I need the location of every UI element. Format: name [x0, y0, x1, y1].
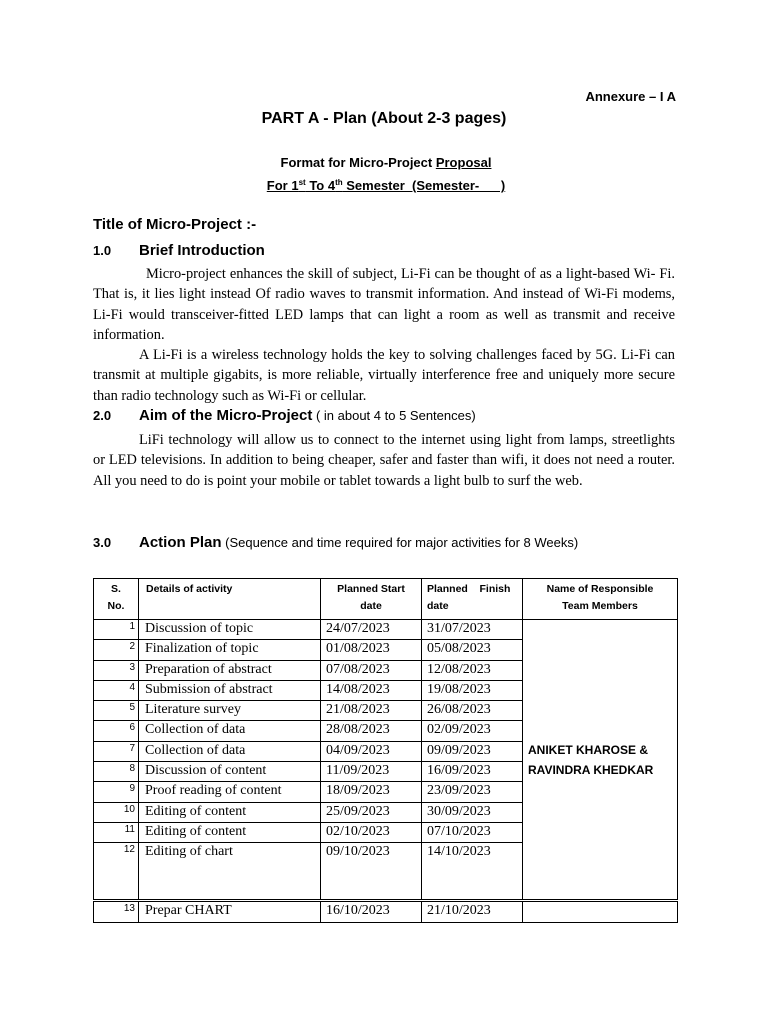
annexure-label: Annexure – I A: [585, 89, 676, 104]
row-finish-date: 05/08/2023: [422, 640, 523, 660]
row-activity: Finalization of topic: [139, 640, 321, 660]
row-finish-date: 26/08/2023: [422, 701, 523, 721]
row-activity: Collection of data: [139, 741, 321, 761]
format-line: [0, 155, 768, 170]
row-start-date: 04/09/2023: [321, 741, 422, 761]
header-details: Details of activity: [139, 579, 321, 620]
row-activity: Prepar CHART: [139, 901, 321, 922]
row-start-date: 18/09/2023: [321, 782, 422, 802]
row-start-date: 01/08/2023: [321, 640, 422, 660]
row-start-date: 11/09/2023: [321, 762, 422, 782]
table-row: [94, 620, 678, 640]
semester-text: Semester (Semester- ): [342, 178, 506, 193]
row-sno: 4: [94, 680, 139, 700]
row-sno: 3: [94, 660, 139, 680]
row-finish-date: 19/08/2023: [422, 680, 523, 700]
semester-line: [0, 178, 768, 193]
aim-body: [93, 430, 675, 491]
section-aim-heading: [93, 407, 476, 424]
row-activity: Preparation of abstract: [139, 660, 321, 680]
row-finish-date: 02/09/2023: [422, 721, 523, 741]
row-activity: Proof reading of content: [139, 782, 321, 802]
intro-paragraph-2: A Li-Fi is a wireless technology holds the key to solving challenges faced by 5G. Li-Fi can transmit at multiple gigabits, is more reliable, virtually interference free and uniquely more secure than radio technology such as Wi-Fi or cellular.: [93, 347, 675, 404]
section-number: 3.0: [93, 535, 112, 550]
row-start-date: 28/08/2023: [321, 721, 422, 741]
row-sno: 10: [94, 802, 139, 822]
header-sno: S. No.: [94, 579, 139, 620]
format-prefix: Format for Micro-Project: [280, 155, 436, 170]
section-title: Action Plan: [139, 534, 222, 551]
section-number: 1.0: [93, 243, 112, 258]
part-title: PART A - Plan (About 2-3 pages): [261, 110, 507, 127]
row-activity: Submission of abstract: [139, 680, 321, 700]
section-note: ( in about 4 to 5 Sentences): [312, 408, 476, 423]
row-sno: 13: [94, 901, 139, 922]
row-start-date: 24/07/2023: [321, 620, 422, 640]
row-sno: 2: [94, 640, 139, 660]
format-proposal: Proposal: [435, 155, 492, 170]
header-responsible: Name of Responsible Team Members: [523, 579, 678, 620]
row-activity: Editing of chart: [139, 843, 321, 901]
table-body: [94, 620, 678, 923]
row-finish-date: 12/08/2023: [422, 660, 523, 680]
intro-paragraph-1: Micro-project enhances the skill of subject, Li-Fi can be thought of as a light-based Wi- Fi. That is, it lies light instead Of radio waves to transmit information. And instead of Wi-Fi modems, Li-Fi would transceiver-fitted LED lamps that can light a room as well as transmit and receive information.: [93, 266, 675, 343]
row-activity: Discussion of content: [139, 762, 321, 782]
header-start-date: Planned Start date: [321, 579, 422, 620]
sup-th: th: [335, 178, 343, 187]
row-start-date: 02/10/2023: [321, 822, 422, 842]
responsible-members: [523, 620, 678, 901]
row-finish-date: 16/09/2023: [422, 762, 523, 782]
row-sno: 9: [94, 782, 139, 802]
row-sno: 5: [94, 701, 139, 721]
section-title: Aim of the Micro-Project: [139, 407, 313, 424]
row-sno: 1: [94, 620, 139, 640]
section-intro-heading: [93, 242, 265, 259]
table-header-row: [94, 579, 678, 620]
aim-paragraph: LiFi technology will allow us to connect to the internet using light from lamps, streetlights or LED televisions. In addition to being cheaper, safer and faster than wifi, it does not need a router. All you need to do is point your mobile or tablet towards a light bulb to surf the web.: [93, 432, 675, 489]
row-activity: Editing of content: [139, 822, 321, 842]
row-finish-date: 21/10/2023: [422, 901, 523, 922]
row-finish-date: 09/09/2023: [422, 741, 523, 761]
row-activity: Discussion of topic: [139, 620, 321, 640]
row-sno: 6: [94, 721, 139, 741]
sup-st: st: [298, 178, 306, 187]
section-note: (Sequence and time required for major activities for 8 Weeks): [221, 535, 579, 550]
row-sno: 11: [94, 822, 139, 842]
row-start-date: 16/10/2023: [321, 901, 422, 922]
micro-project-title-label: Title of Micro-Project :-: [93, 216, 257, 233]
responsible-name-1: ANIKET KHAROSE &: [528, 742, 649, 757]
row-finish-date: 23/09/2023: [422, 782, 523, 802]
row-sno: 8: [94, 762, 139, 782]
row-start-date: 09/10/2023: [321, 843, 422, 901]
row-finish-date: 07/10/2023: [422, 822, 523, 842]
row-start-date: 14/08/2023: [321, 680, 422, 700]
row-sno: 7: [94, 741, 139, 761]
section-title: Brief Introduction: [139, 242, 265, 259]
row-start-date: 25/09/2023: [321, 802, 422, 822]
row-activity: Literature survey: [139, 701, 321, 721]
for-text: For 1: [266, 178, 299, 193]
action-plan-table: [93, 578, 678, 923]
row-activity: Editing of content: [139, 802, 321, 822]
row-activity: Collection of data: [139, 721, 321, 741]
row-finish-date: 30/09/2023: [422, 802, 523, 822]
responsible-name-2: RAVINDRA KHEDKAR: [528, 762, 654, 777]
intro-body: [93, 264, 675, 406]
row-start-date: 07/08/2023: [321, 660, 422, 680]
responsible-empty: [523, 901, 678, 922]
header-finish-date: Planned Finish date: [422, 579, 523, 620]
to-text: To 4: [305, 178, 336, 193]
table-row: [94, 901, 678, 922]
row-finish-date: 14/10/2023: [422, 843, 523, 901]
section-action-heading: [93, 534, 578, 551]
row-start-date: 21/08/2023: [321, 701, 422, 721]
row-finish-date: 31/07/2023: [422, 620, 523, 640]
row-sno: 12: [94, 843, 139, 901]
section-number: 2.0: [93, 408, 112, 423]
